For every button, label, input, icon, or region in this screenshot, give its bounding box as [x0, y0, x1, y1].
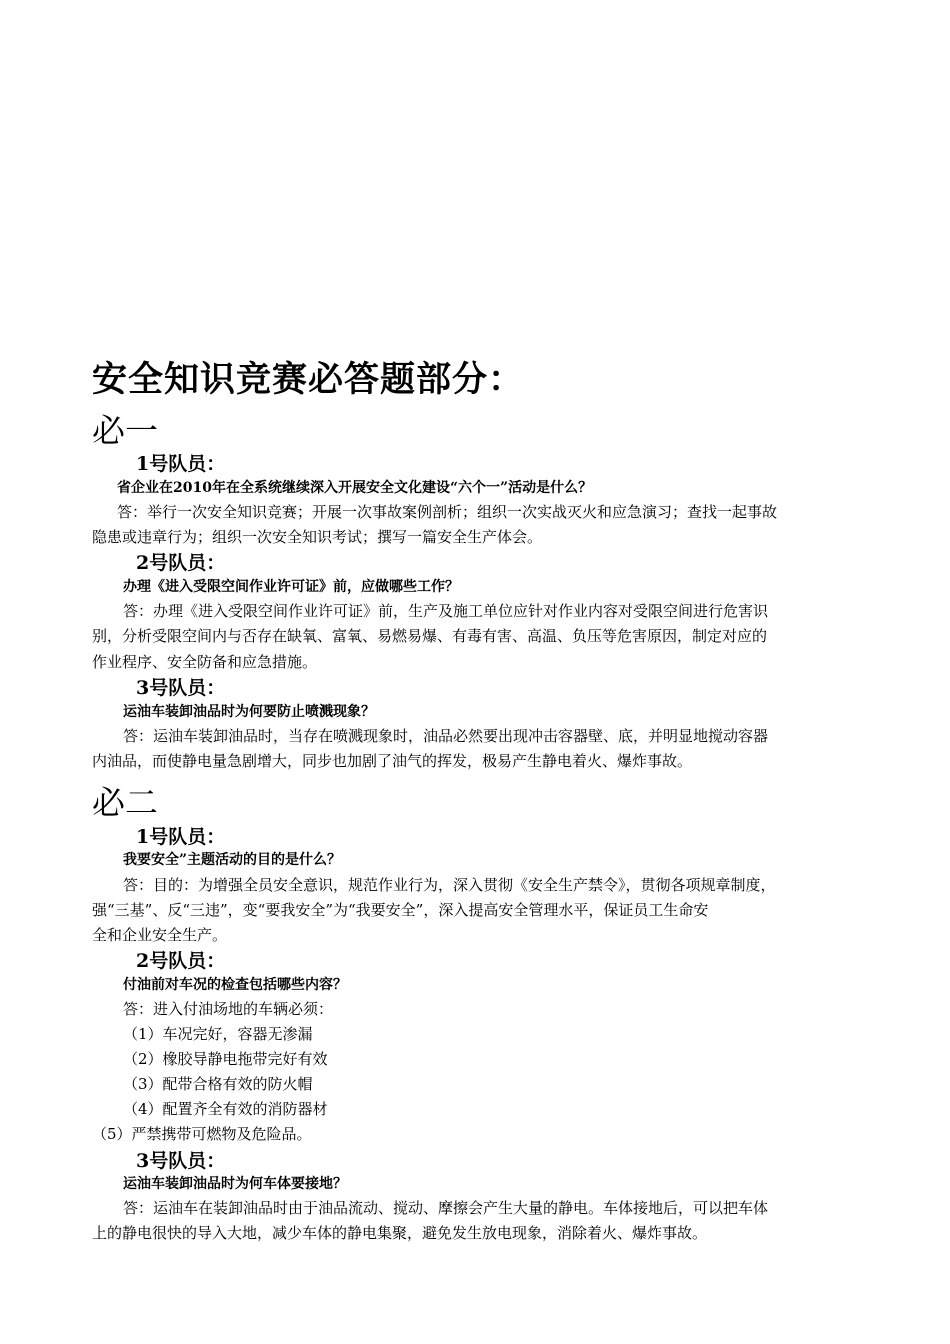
answer-line: 上的静电很快的导入大地，减少车体的静电集聚，避免发生放电现象，消除着火、爆炸事故。 [92, 1224, 708, 1242]
answer-line: 作业程序、安全防备和应急措施。 [92, 653, 318, 671]
answer-line: 答：举行一次安全知识竞赛；开展一次事故案例剖析；组织一次实战灭火和应急演习；查找一起事故 [117, 503, 778, 521]
answer-line: 别，分析受限空间内与否存在缺氧、富氧、易燃易爆、有毒有害、高温、负压等危害原因，制定对应的 [92, 627, 768, 645]
answer-line: 全和企业安全生产。 [92, 926, 228, 944]
list-item: （4）配置齐全有效的消防器材 [123, 1100, 328, 1118]
player-label: 1号队员： [136, 826, 226, 848]
question-text: 办理《进入受限空间作业许可证》前，应做哪些工作？ [123, 579, 459, 595]
list-item: （2）橡胶导静电拖带完好有效 [123, 1050, 328, 1068]
list-item: （5）严禁携带可燃物及危险品。 [92, 1125, 312, 1143]
list-item: （1）车况完好，容器无渗漏 [123, 1025, 313, 1043]
player-label: 3号队员： [136, 1150, 226, 1172]
player-label: 2号队员： [136, 950, 226, 972]
answer-line: 内油品，而使静电量急剧增大，同步也加剧了油气的挥发，极易产生静电着火、爆炸事故。 [92, 752, 693, 770]
question-text: 付油前对车况的检查包括哪些内容？ [123, 977, 347, 993]
answer-line: 答：办理《进入受限空间作业许可证》前，生产及施工单位应针对作业内容对受限空间进行危害识 [123, 602, 769, 620]
answer-line: 答：运油车装卸油品时，当存在喷溅现象时，油品必然要出现冲击容器壁、底，并明显地搅动容器 [123, 727, 769, 745]
list-item: （3）配带合格有效的防火帽 [123, 1075, 313, 1093]
player-label: 1号队员： [136, 453, 226, 475]
answer-line: 答：目的：为增强全员安全意识，规范作业行为，深入贯彻《安全生产禁令》，贯彻各项规章制度， [123, 876, 776, 894]
section-heading: 必一 [92, 411, 158, 450]
answer-line: 强“三基”、反“三违”，变“要我安全”为“我要安全”，深入提高安全管理水平，保证员工生命安 [92, 901, 709, 919]
answer-line: 答：进入付油场地的车辆必须： [123, 1000, 334, 1018]
question-text: 省企业在2010年在全系统继续深入开展安全文化建设“六个一”活动是什么？ [117, 480, 593, 496]
document-title: 安全知识竞赛必答题部分： [92, 359, 525, 400]
answer-line: 答：运油车在装卸油品时由于油品流动、搅动、摩擦会产生大量的静电。车体接地后，可以把车体 [123, 1199, 769, 1217]
section-heading: 必二 [92, 783, 158, 822]
answer-line: 隐患或违章行为；组织一次安全知识考试；撰写一篇安全生产体会。 [92, 528, 543, 546]
question-text: 运油车装卸油品时为何要防止喷溅现象？ [123, 704, 375, 720]
player-label: 3号队员： [136, 677, 226, 699]
question-text: 运油车装卸油品时为何车体要接地？ [123, 1176, 347, 1192]
question-text: 我要安全”主题活动的目的是什么？ [123, 852, 342, 868]
player-label: 2号队员： [136, 552, 226, 574]
